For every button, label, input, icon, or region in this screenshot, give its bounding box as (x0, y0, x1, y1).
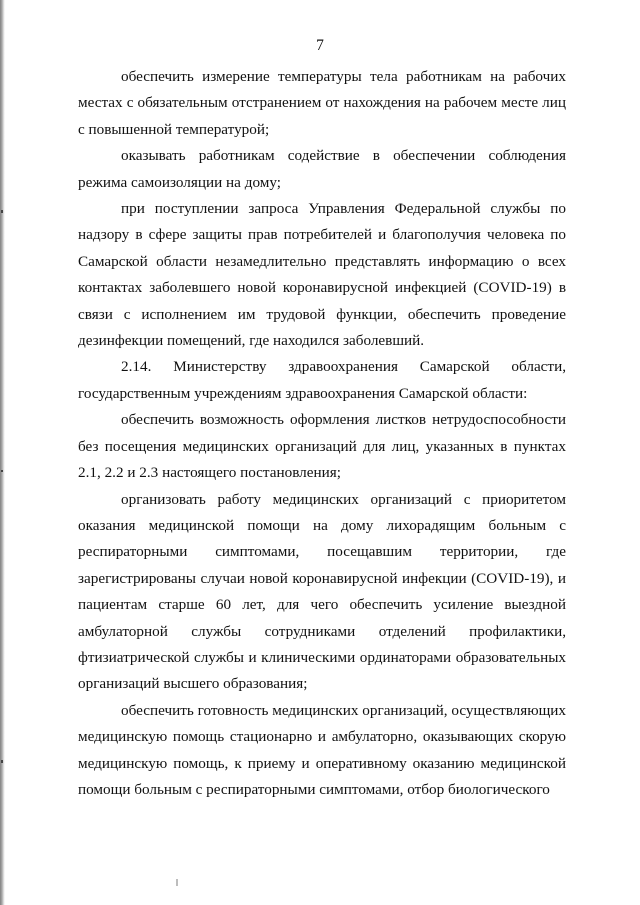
paragraph-home-care: организовать работу медицинских организаций с приоритетом оказания медицинской помощи на дому лихорадящим больным с респираторными симптомами, посещавшим территории, где зарегистрированы случаи новой коронавирусной инфекции (COVID-19), и пациентам старше 60 лет, для чего обеспечить усиление выездной амбулаторной службы сотрудниками отделений профилактики, фтизиатрической службы и клиническими ординаторами образовательных организаций высшего образования; (78, 490, 566, 693)
paragraph-item-2-14: 2.14. Министерству здравоохранения Самарской области, государственным учреждениям здравоохранения Самарской области: (78, 358, 566, 402)
scan-artifact (176, 879, 178, 886)
paragraph-temperature: обеспечить измерение температуры тела работникам на рабочих местах с обязательным отстранением от нахождения на рабочем месте лиц с повышенной температурой; (78, 68, 566, 138)
scan-speck (1, 760, 3, 763)
paragraph-sick-leave: обеспечить возможность оформления листков нетрудоспособности без посещения медицинских организаций для лиц, указанных в пунктах 2.1, 2.2 и 2.3 настоящего постановления; (78, 411, 566, 482)
paragraph-self-isolation: оказывать работникам содействие в обеспечении соблюдения режима самоизоляции на дому; (78, 147, 566, 191)
scan-speck (1, 210, 3, 213)
document-body (78, 64, 566, 803)
page-number: 7 (316, 37, 324, 54)
paragraph-rospotrebnadzor-request: при поступлении запроса Управления Федеральной службы по надзору в сфере защиты прав потребителей и благополучия человека по Самарской области незамедлительно представлять информацию о всех контактах заболевшего новой коронавирусной инфекцией (COVID-19) в связи с исполнением им трудовой функции, обеспечить проведение дезинфекции помещений, где находился заболевший. (78, 200, 566, 350)
paragraph-readiness: обеспечить готовность медицинских организаций, осуществляющих медицинскую помощь стационарно и амбулаторно, оказывающих скорую медицинскую помощь, к приему и оперативному оказанию медицинской помощи больным с респираторными симптомами, отбор биологического (78, 701, 566, 798)
scan-edge-shadow (0, 0, 5, 905)
scan-speck (1, 470, 3, 472)
